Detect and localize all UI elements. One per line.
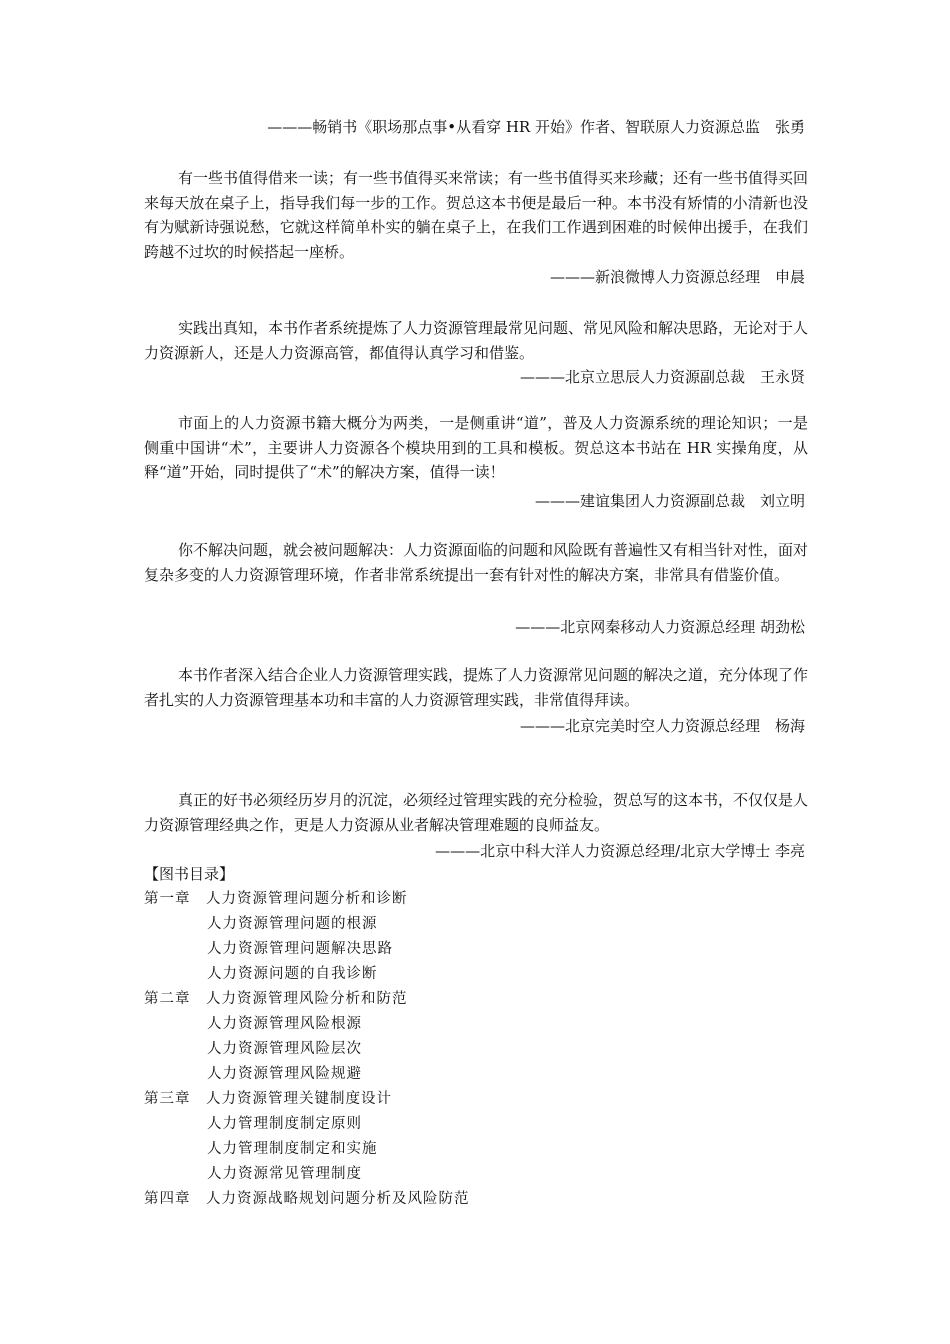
toc-chapter: 第三章 人力资源管理关键制度设计 — [144, 1091, 392, 1107]
review-attribution: ———畅销书《职场那点事•从看穿 HR 开始》作者、智联原人力资源总监 张勇 — [267, 118, 805, 136]
toc-section: 人力资源管理问题解决思路 — [207, 941, 393, 957]
toc-section: 人力资源问题的自我诊断 — [207, 966, 378, 982]
review-attribution: ———新浪微博人力资源总经理 申晨 — [549, 268, 805, 286]
toc-section: 人力资源管理风险层次 — [207, 1041, 362, 1057]
toc-chapter: 第一章 人力资源管理问题分析和诊断 — [144, 891, 408, 907]
toc-chapter: 第四章 人力资源战略规划问题分析及风险防范 — [144, 1191, 470, 1207]
review-paragraph: 真正的好书必须经历岁月的沉淀，必须经过管理实践的充分检验，贺总写的这本书，不仅仅是人力资源管理经典之作，更是人力资源从业者解决管理难题的良师益友。 — [144, 791, 809, 834]
review-attribution: ———北京网秦移动人力资源总经理 胡劲松 — [515, 618, 805, 636]
review-attribution: ———北京中科大洋人力资源总经理/北京大学博士 李亮 — [435, 842, 805, 860]
review-attribution: ———北京立思辰人力资源副总裁 王永贤 — [519, 368, 805, 386]
toc-chapter: 第二章 人力资源管理风险分析和防范 — [144, 991, 408, 1007]
toc-section: 人力资源管理风险规避 — [207, 1066, 362, 1082]
toc-section: 人力管理制度制定和实施 — [207, 1141, 378, 1157]
toc-heading: 【图书目录】 — [144, 865, 235, 883]
toc-section: 人力管理制度制定原则 — [207, 1116, 362, 1132]
review-attribution: ———北京完美时空人力资源总经理 杨海 — [519, 717, 805, 735]
review-paragraph: 市面上的人力资源书籍大概分为两类，一是侧重讲“道”，普及人力资源系统的理论知识；一是侧重中国讲“术”，主要讲人力资源各个模块用到的工具和模板。贺总这本书站在 HR 实操角度，从释“道”开始，同时提供了“术”的解决方案，值得一读！ — [144, 414, 808, 482]
review-paragraph: 实践出真知，本书作者系统提炼了人力资源管理最常见问题、常见风险和解决思路，无论对于人力资源新人，还是人力资源高管，都值得认真学习和借鉴。 — [144, 319, 809, 362]
toc-section: 人力资源管理问题的根源 — [207, 916, 378, 932]
toc-section: 人力资源管理风险根源 — [207, 1016, 362, 1032]
review-paragraph: 本书作者深入结合企业人力资源管理实践，提炼了人力资源常见问题的解决之道，充分体现了作者扎实的人力资源管理基本功和丰富的人力资源管理实践，非常值得拜读。 — [144, 666, 809, 709]
review-attribution: ———建谊集团人力资源副总裁 刘立明 — [534, 492, 805, 510]
review-paragraph: 有一些书值得借来一读；有一些书值得买来常读；有一些书值得买来珍藏；还有一些书值得买回来每天放在桌子上，指导我们每一步的工作。贺总这本书便是最后一种。本书没有矫情的小清新也没有为赋新诗强说愁，它就这样简单朴实的躺在桌子上，在我们工作遇到困难的时候伸出援手，在我们跨越不过坎的时候搭起一座桥。 — [144, 169, 809, 261]
review-paragraph: 你不解决问题，就会被问题解决：人力资源面临的问题和风险既有普遍性又有相当针对性，面对复杂多变的人力资源管理环境，作者非常系统提出一套有针对性的解决方案，非常具有借鉴价值。 — [144, 541, 809, 584]
toc-section: 人力资源常见管理制度 — [207, 1166, 362, 1182]
